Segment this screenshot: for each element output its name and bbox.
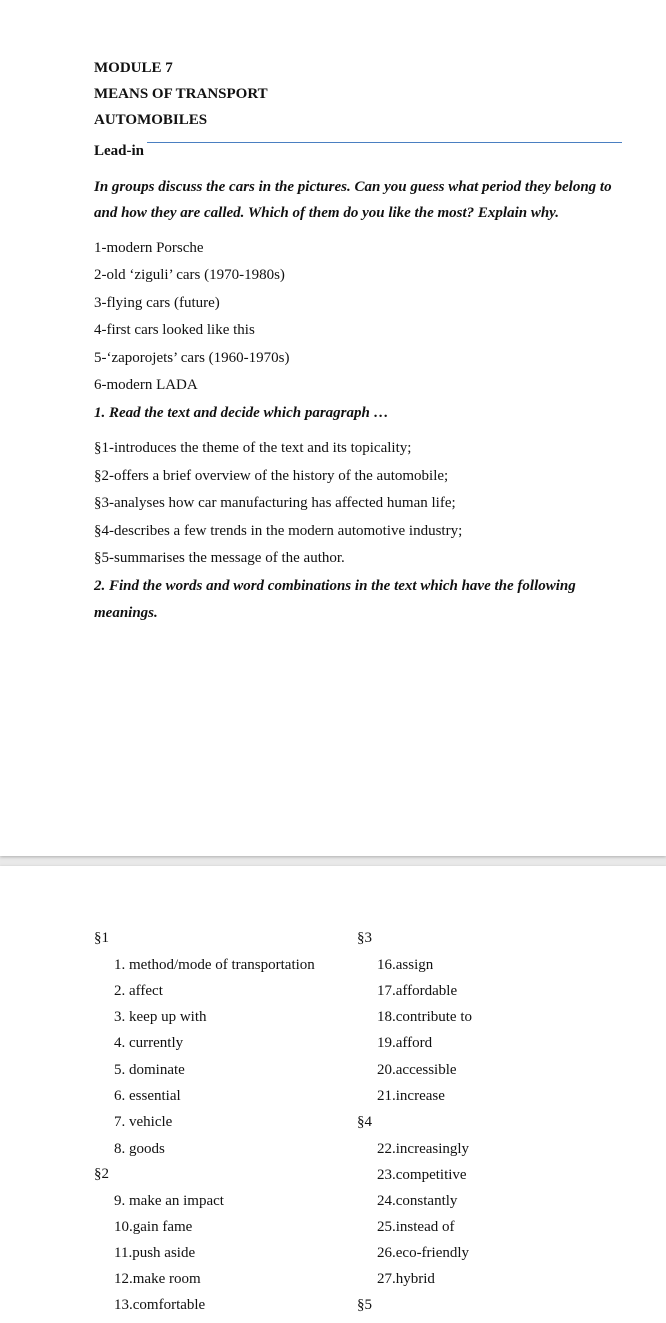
vocab-item: 10.gain fame (114, 1219, 193, 1235)
paragraph-description: §1-introduces the theme of the text and its topicality; (94, 440, 412, 456)
vocab-item: 23.competitive (377, 1167, 467, 1183)
vocab-item: 20.accessible (377, 1062, 457, 1078)
vocab-item: 27.hybrid (377, 1271, 435, 1287)
document-page-2 (0, 866, 666, 1323)
instruction-line: In groups discuss the cars in the pictures. Can you guess what period they belong to (94, 179, 612, 195)
section-marker-1: §1 (94, 930, 109, 946)
section-marker-5: §5 (357, 1297, 372, 1313)
task-2-heading: 2. Find the words and word combinations in the text which have the following (94, 578, 576, 594)
vocab-item: 8. goods (114, 1141, 165, 1157)
paragraph-description: §2-offers a brief overview of the history of the automobile; (94, 468, 449, 484)
section-marker-3: §3 (357, 930, 372, 946)
vocab-item: 17.affordable (377, 983, 458, 999)
vocab-item: 6. essential (114, 1088, 181, 1104)
paragraph-description: §5-summarises the message of the author. (94, 550, 345, 566)
vocab-item: 2. affect (114, 983, 163, 999)
vocab-item: 7. vehicle (114, 1114, 173, 1130)
vocab-item: 16.assign (377, 957, 434, 973)
vocab-item: 13.comfortable (114, 1297, 206, 1313)
paragraph-description: §4-describes a few trends in the modern automotive industry; (94, 523, 463, 539)
section-marker-4: §4 (357, 1114, 372, 1130)
vocab-item: 12.make room (114, 1271, 201, 1287)
instruction-line: and how they are called. Which of them do you like the most? Explain why. (94, 205, 560, 221)
section-marker-2: §2 (94, 1166, 109, 1182)
module-subtitle: MEANS OF TRANSPORT (94, 86, 268, 102)
task-2-heading: meanings. (94, 605, 158, 621)
module-title: MODULE 7 (94, 60, 173, 76)
section-title: AUTOMOBILES (94, 112, 208, 128)
vocab-item: 18.contribute to (377, 1009, 472, 1025)
car-list-item: 5-‘zaporojets’ cars (1960-1970s) (94, 350, 290, 366)
vocab-item: 19.afford (377, 1035, 433, 1051)
paragraph-description: §3-analyses how car manufacturing has affected human life; (94, 495, 456, 511)
vocab-item: 26.eco-friendly (377, 1245, 470, 1261)
vocab-item: 4. currently (114, 1035, 184, 1051)
vocab-item: 9. make an impact (114, 1193, 224, 1209)
vocab-item: 25.instead of (377, 1219, 455, 1235)
vocab-item: 5. dominate (114, 1062, 185, 1078)
car-list-item: 1-modern Porsche (94, 240, 204, 256)
vocab-item: 21.increase (377, 1088, 445, 1104)
heading-rule (147, 142, 622, 143)
car-list-item: 3-flying cars (future) (94, 295, 220, 311)
vocab-item: 11.push aside (114, 1245, 196, 1261)
vocab-item: 3. keep up with (114, 1009, 207, 1025)
vocab-item: 22.increasingly (377, 1141, 470, 1157)
car-list-item: 2-old ‘ziguli’ cars (1970-1980s) (94, 267, 285, 283)
lead-in-heading: Lead-in (94, 143, 145, 159)
car-list-item: 4-first cars looked like this (94, 322, 255, 338)
vocab-item: 24.constantly (377, 1193, 458, 1209)
vocab-item: 1. method/mode of transportation (114, 957, 315, 973)
car-list-item: 6-modern LADA (94, 377, 198, 393)
task-1-heading: 1. Read the text and decide which paragraph … (94, 405, 389, 421)
